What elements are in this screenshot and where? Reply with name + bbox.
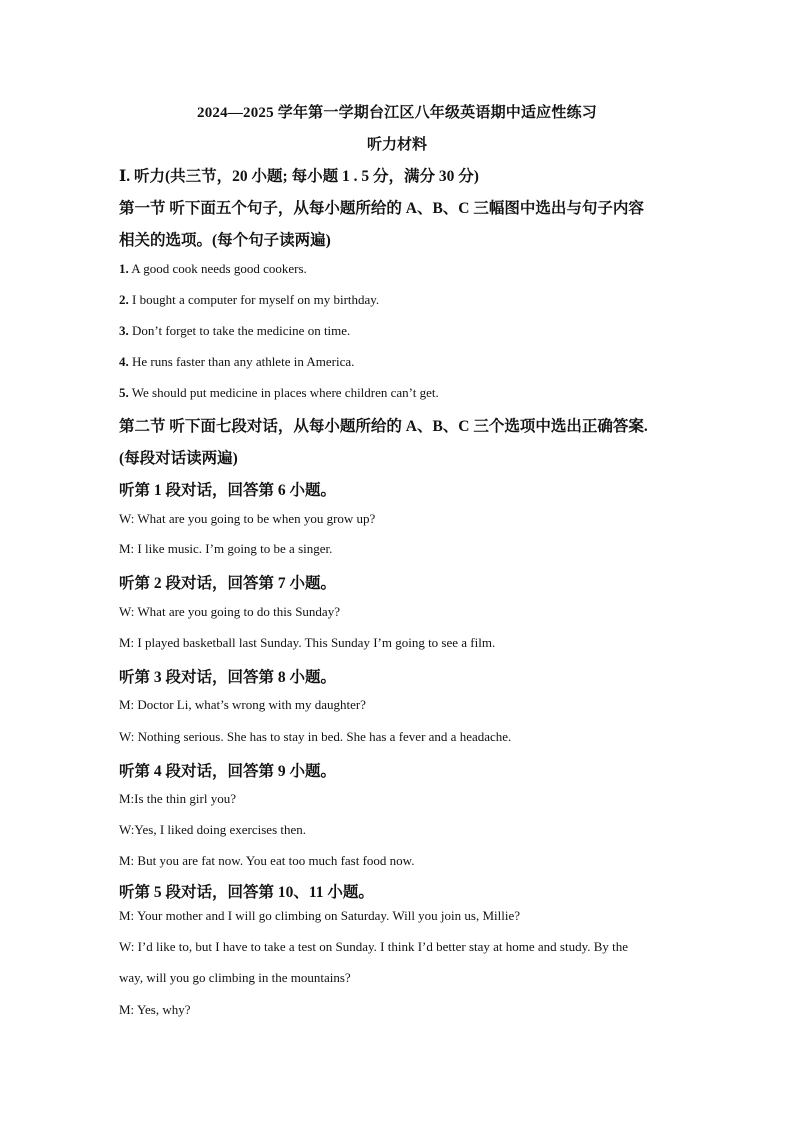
section1-instruction-cont: 相关的选项。(每个句子读两遍) [119, 232, 331, 249]
sentence-text: Don’t forget to take the medicine on time. [128, 323, 351, 338]
dialogue-line: W: What are you going to be when you grow up? [119, 511, 376, 526]
dialogue-line: M: Doctor Li, what’s wrong with my daughter? [119, 697, 366, 712]
sentence-text: A good cook needs good cookers. [128, 261, 307, 276]
dialogue-header: 听第 3 段对话，回答第 8 小题。 [119, 669, 337, 686]
sentence-text: We should put medicine in places where children can’t get. [128, 385, 439, 400]
dialogue-header: 听第 1 段对话，回答第 6 小题。 [119, 482, 337, 499]
sentence-item [119, 323, 350, 339]
sentence-item [119, 292, 379, 308]
sentence-number: 4. [119, 354, 129, 369]
sentence-item [119, 385, 439, 401]
sentence-number: 3. [119, 323, 129, 338]
dialogue-header: 听第 4 段对话，回答第 9 小题。 [119, 763, 337, 780]
dialogue-line: M:Is the thin girl you? [119, 791, 236, 806]
sentence-number: 5. [119, 385, 129, 400]
page-subtitle: 听力材料 [366, 137, 427, 153]
dialogue-line: W: Nothing serious. She has to stay in bed. She has a fever and a headache. [119, 729, 512, 744]
sentence-item [119, 354, 354, 370]
sentence-number: 2. [119, 292, 129, 307]
sentence-text: He runs faster than any athlete in America. [128, 354, 355, 369]
part-header: Ⅰ. 听力(共三节，20 小题; 每小题 1 . 5 分，满分 30 分) [119, 168, 479, 185]
page-title: 2024—2025 学年第一学期台江区八年级英语期中适应性练习 [197, 105, 597, 121]
dialogue-header: 听第 5 段对话，回答第 10、11 小题。 [119, 884, 374, 901]
section1-instruction: 第一节 听下面五个句子，从每小题所给的 A、B、C 三幅图中选出与句子内容 [119, 200, 644, 217]
sentence-item [119, 261, 307, 277]
dialogue-line: M: But you are fat now. You eat too much fast food now. [119, 853, 415, 868]
dialogue-line: way, will you go climbing in the mountains? [119, 970, 351, 985]
dialogue-header: 听第 2 段对话，回答第 7 小题。 [119, 575, 337, 592]
dialogue-line: W:Yes, I liked doing exercises then. [119, 822, 307, 837]
sentence-text: I bought a computer for myself on my birthday. [128, 292, 380, 307]
dialogue-line: W: I’d like to, but I have to take a test on Sunday. I think I’d better stay at home and study. By the [119, 939, 629, 954]
sentence-number: 1. [119, 261, 129, 276]
dialogue-line: M: I like music. I’m going to be a singer. [119, 541, 333, 556]
dialogue-line: M: Your mother and I will go climbing on Saturday. Will you join us, Millie? [119, 908, 521, 923]
dialogue-line: M: Yes, why? [119, 1002, 191, 1017]
dialogue-line: W: What are you going to do this Sunday? [119, 604, 340, 619]
dialogue-line: M: I played basketball last Sunday. This Sunday I’m going to see a film. [119, 635, 496, 650]
section2-instruction: 第二节 听下面七段对话，从每小题所给的 A、B、C 三个选项中选出正确答案. [119, 418, 648, 435]
section2-instruction-cont: (每段对话读两遍) [119, 450, 238, 467]
